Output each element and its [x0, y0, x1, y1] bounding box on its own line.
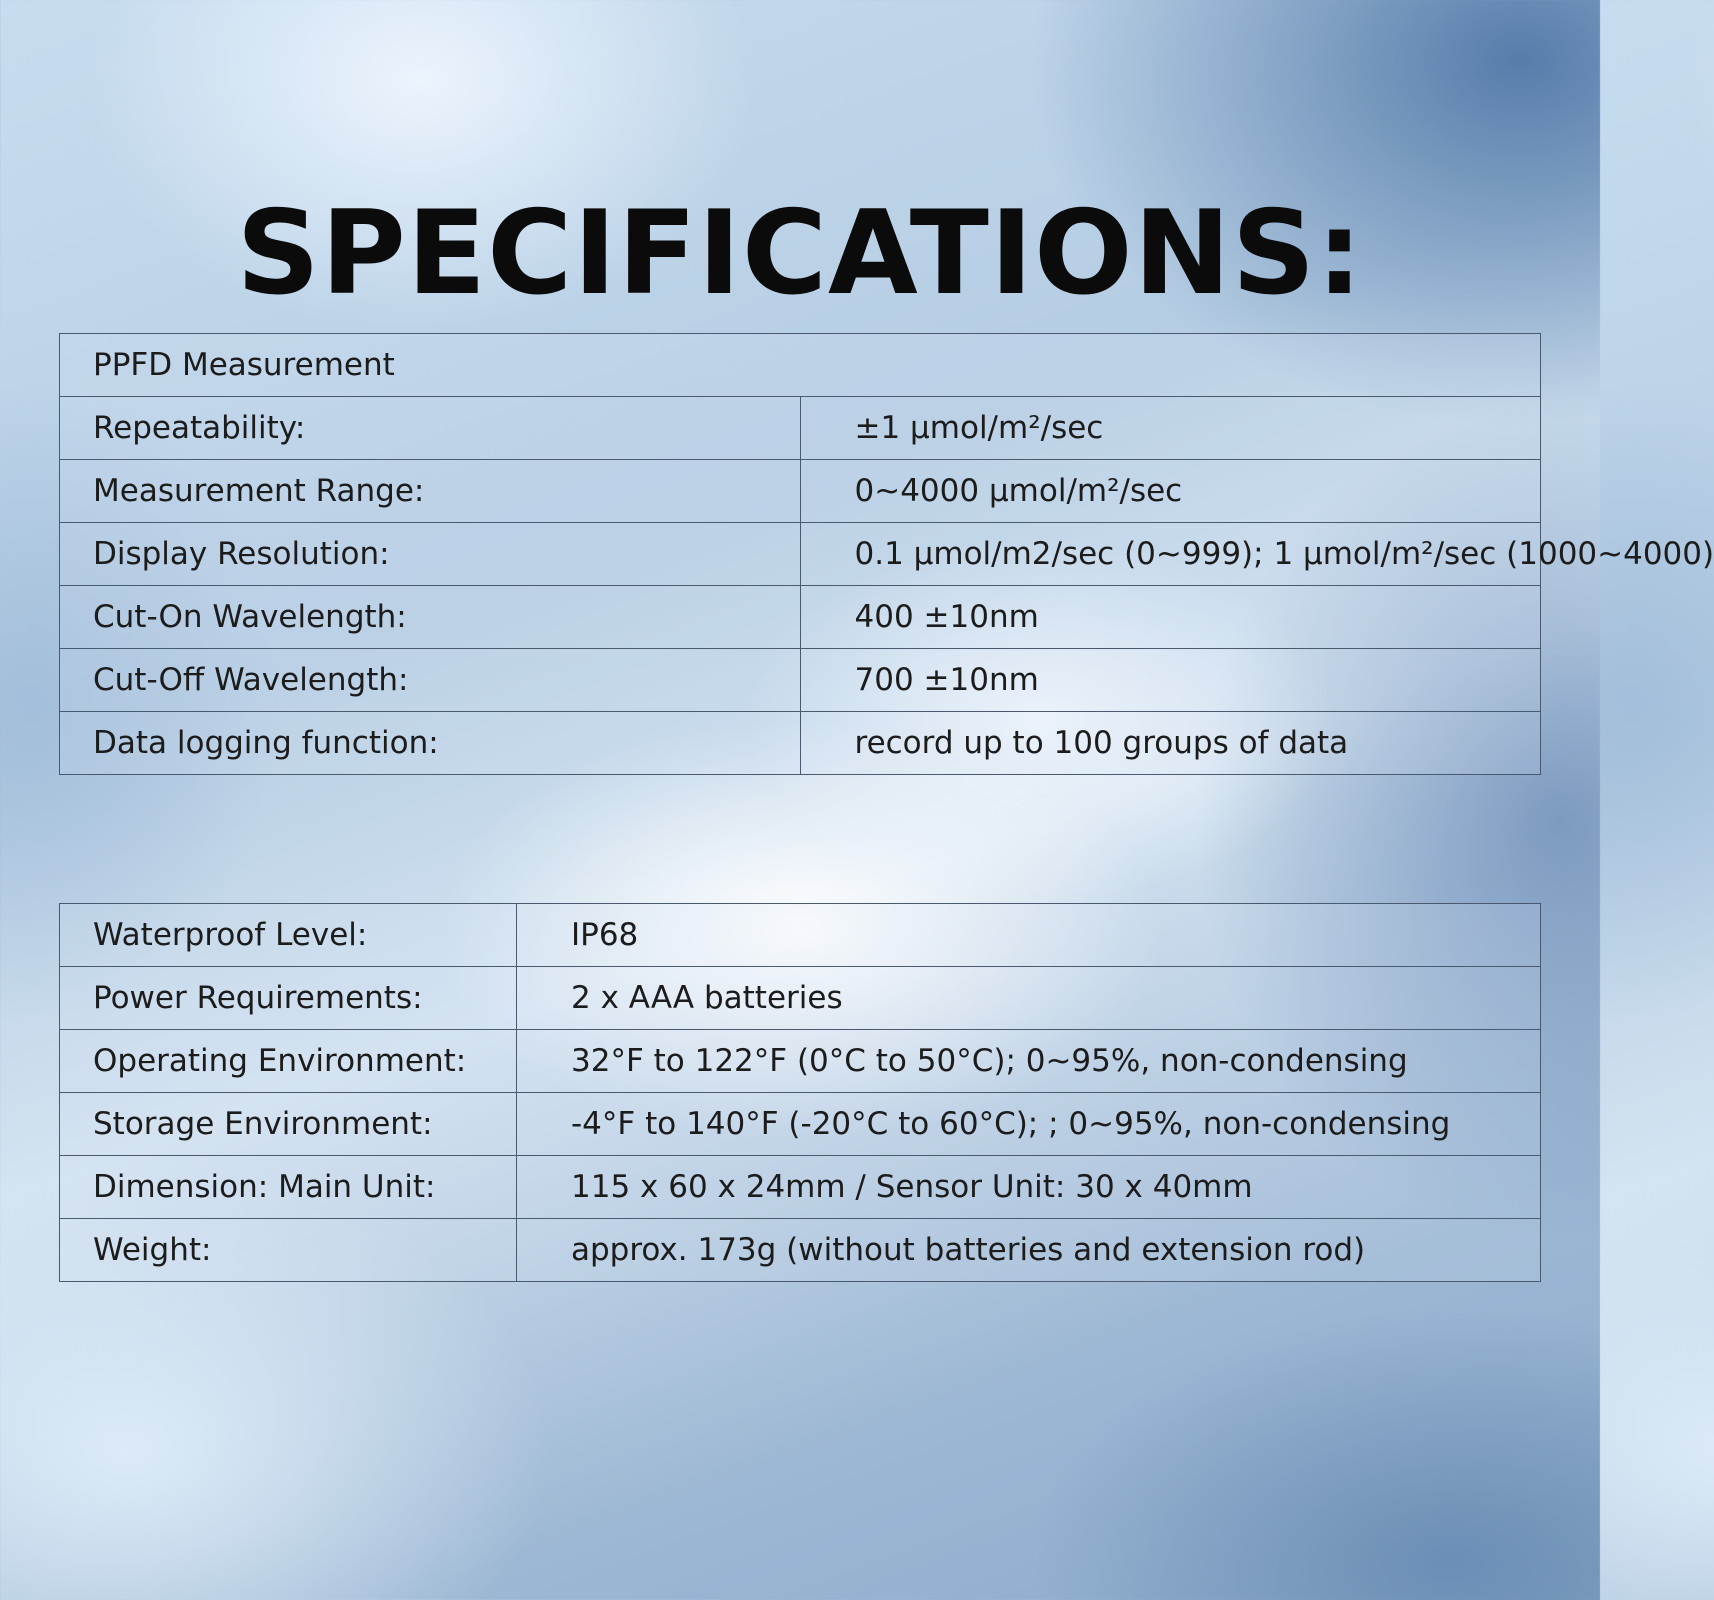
spec-value: ±1 µmol/m²/sec	[800, 397, 1541, 460]
table-row	[60, 649, 1541, 712]
table-row	[60, 904, 1541, 967]
spec-label: Display Resolution:	[60, 523, 801, 586]
spec-label: Cut-On Wavelength:	[60, 586, 801, 649]
general-specs-table	[59, 903, 1541, 1282]
table-header: PPFD Measurement	[60, 334, 1541, 397]
table-row	[60, 1156, 1541, 1219]
table-row	[60, 1219, 1541, 1282]
spec-value: 0~4000 µmol/m²/sec	[800, 460, 1541, 523]
spec-label: Data logging function:	[60, 712, 801, 775]
spec-value: 700 ±10nm	[800, 649, 1541, 712]
spec-value: 400 ±10nm	[800, 586, 1541, 649]
table-row	[60, 460, 1541, 523]
spec-label: Storage Environment:	[60, 1093, 517, 1156]
spec-value: 2 x AAA batteries	[517, 967, 1541, 1030]
ppfd-specs-table	[59, 333, 1714, 775]
table-row	[60, 397, 1541, 460]
table-row	[60, 586, 1541, 649]
spec-label: Power Requirements:	[60, 967, 517, 1030]
spec-value: 32°F to 122°F (0°C to 50°C); 0~95%, non-condensing	[517, 1030, 1541, 1093]
spec-value: IP68	[517, 904, 1541, 967]
spec-label: Cut-Off Wavelength:	[60, 649, 801, 712]
table-row	[60, 1093, 1541, 1156]
table-row	[60, 523, 1541, 586]
spec-label: Repeatability:	[60, 397, 801, 460]
spec-value: -4°F to 140°F (-20°C to 60°C); ; 0~95%, non-condensing	[517, 1093, 1541, 1156]
table-header-row	[60, 334, 1541, 397]
spec-label: Measurement Range:	[60, 460, 801, 523]
spec-label: Operating Environment:	[60, 1030, 517, 1093]
spec-value: 115 x 60 x 24mm / Sensor Unit: 30 x 40mm	[517, 1156, 1541, 1219]
table-row	[60, 967, 1541, 1030]
spec-label: Dimension: Main Unit:	[60, 1156, 517, 1219]
table-row	[60, 712, 1541, 775]
spec-label: Waterproof Level:	[60, 904, 517, 967]
spec-value: record up to 100 groups of data	[800, 712, 1541, 775]
page-title: SPECIFICATIONS:	[236, 185, 1364, 321]
spec-value: approx. 173g (without batteries and extension rod)	[517, 1219, 1541, 1282]
table-row	[60, 1030, 1541, 1093]
spec-label: Weight:	[60, 1219, 517, 1282]
spec-value: 0.1 µmol/m2/sec (0~999); 1 µmol/m²/sec (1000~4000)	[800, 523, 1541, 586]
